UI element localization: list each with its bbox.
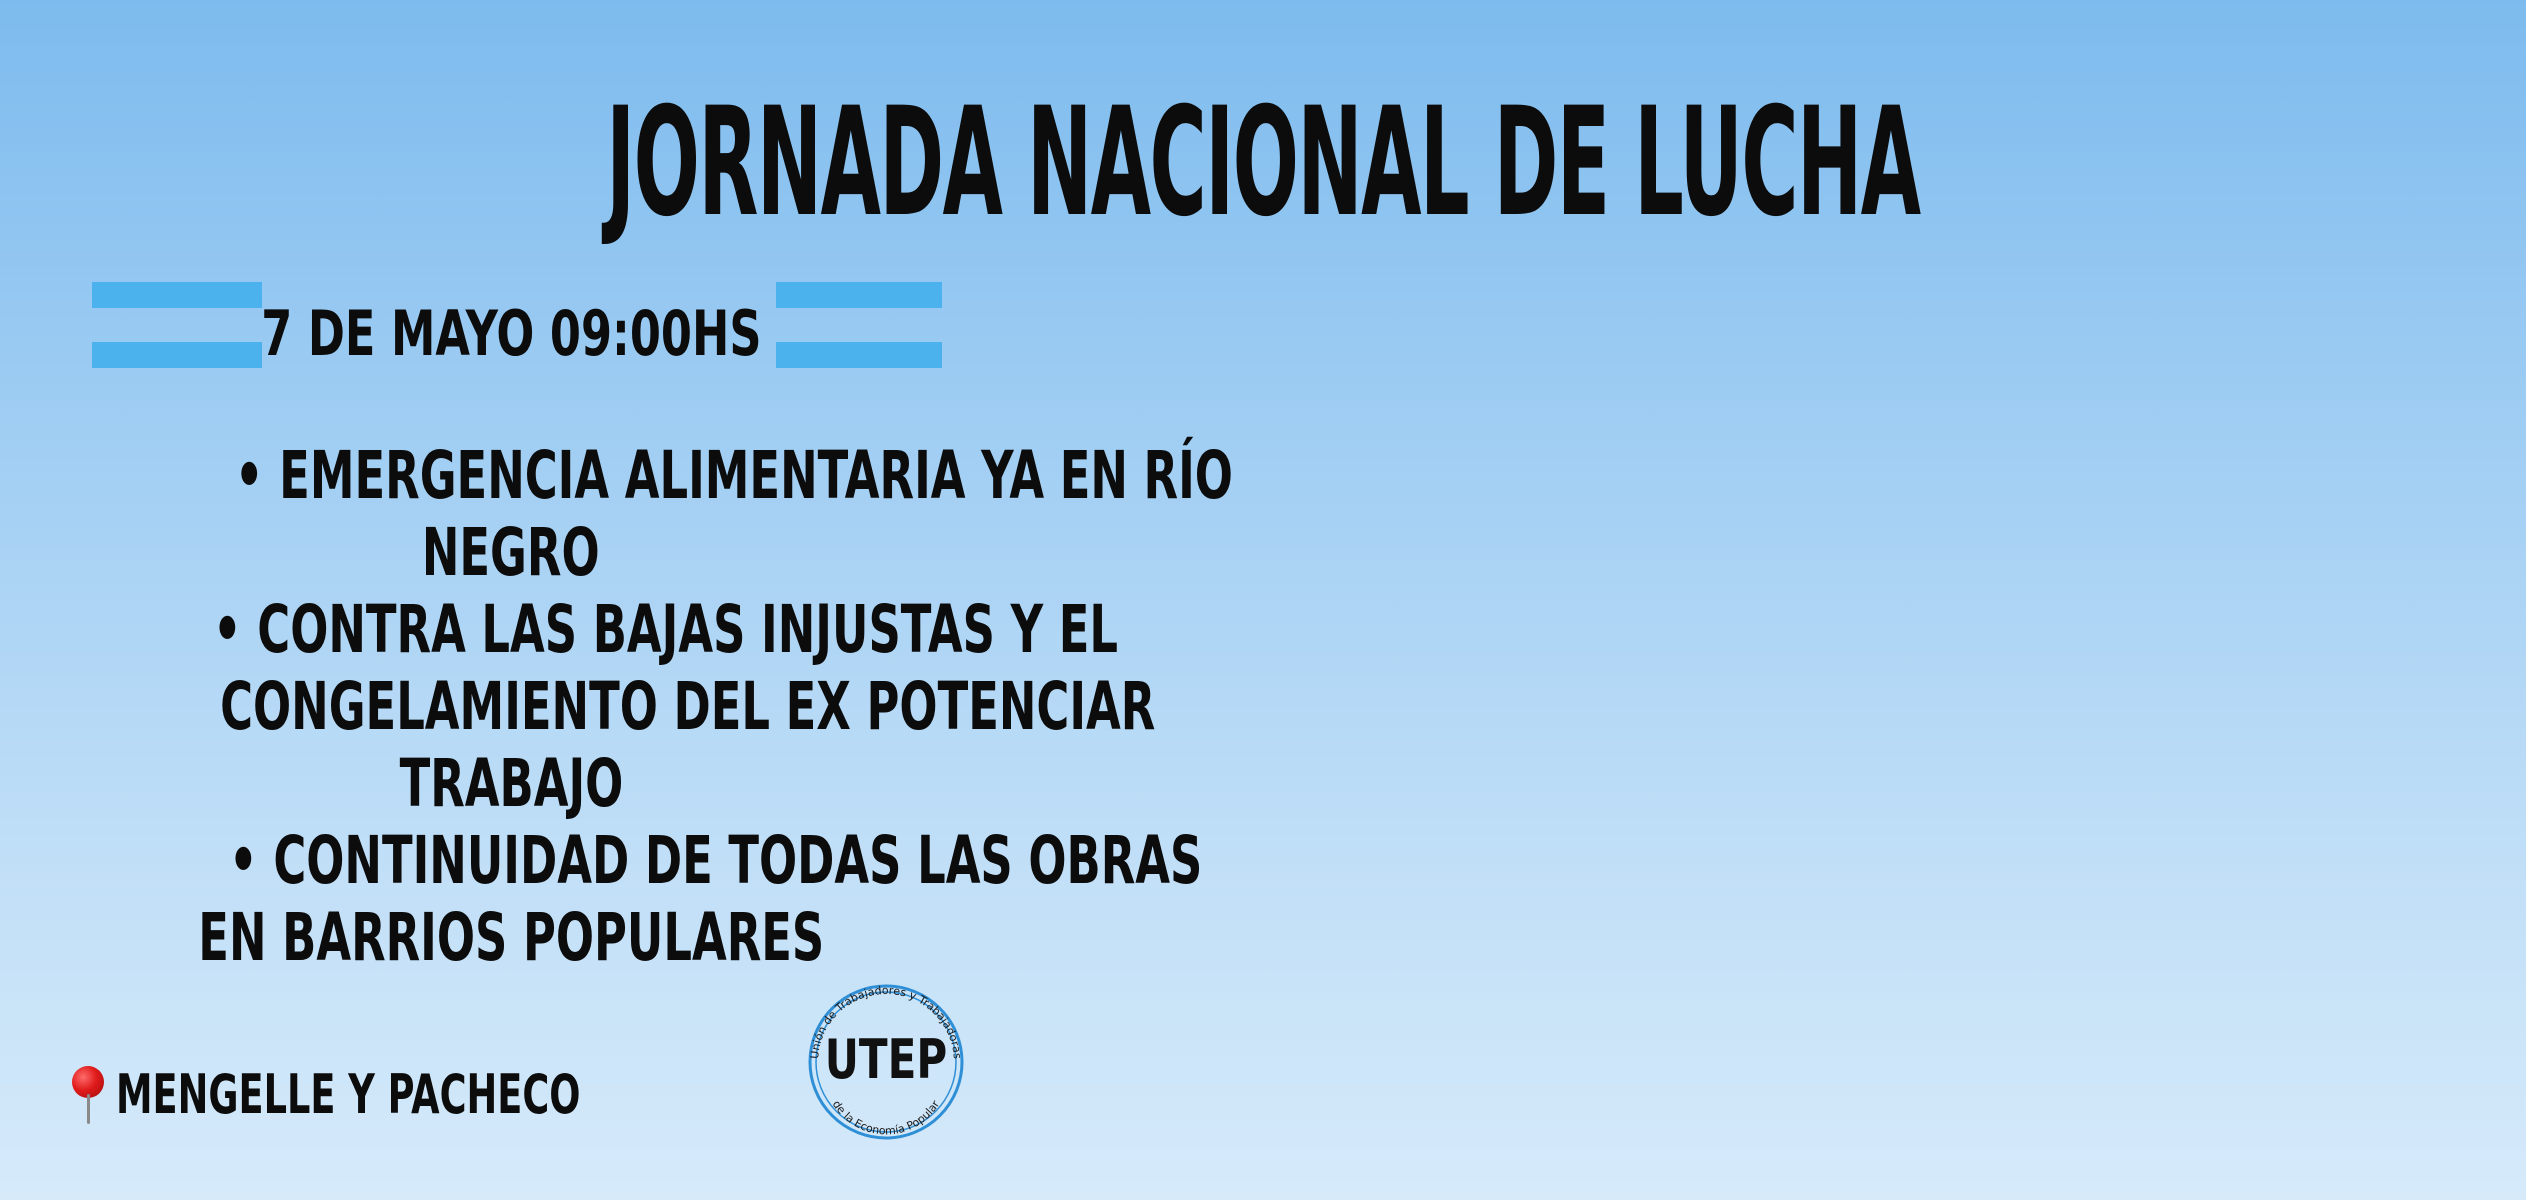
demand-line: • CONTRA LAS BAJAS INJUSTAS Y EL [212,591,1118,668]
title-block [0,76,1920,250]
logo-bottom-text: de la Economía Popular [829,1098,943,1138]
demand-item [0,822,1203,976]
round-pushpin-icon [68,1064,110,1126]
event-date: 7 DE MAYO 09:00HS [260,297,762,370]
demand-line: CONGELAMIENTO DEL EX POTENCIAR [220,668,1156,745]
demand-line: EN BARRIOS POPULARES [198,899,824,976]
demand-line: TRABAJO [399,745,623,822]
demand-item [0,591,1156,822]
logo-top-text: Unión de Trabajadores y Trabajadoras [807,983,964,1060]
location-text: MENGELLE Y PACHECO [116,1063,581,1126]
demands-list [0,437,1233,976]
demand-line: NEGRO [422,514,600,591]
demand-line: • CONTINUIDAD DE TODAS LAS OBRAS [229,822,1203,899]
demand-line: • EMERGENCIA ALIMENTARIA YA EN RÍO [234,437,1233,514]
utep-logo-graphic [796,970,976,1150]
logo-name: UTEP [824,1028,948,1092]
utep-logo [796,970,976,1150]
demand-item [0,437,1233,591]
page-title: JORNADA NACIONAL DE LUCHA [606,76,1920,250]
date-block [0,296,1022,372]
location [68,1062,799,1128]
